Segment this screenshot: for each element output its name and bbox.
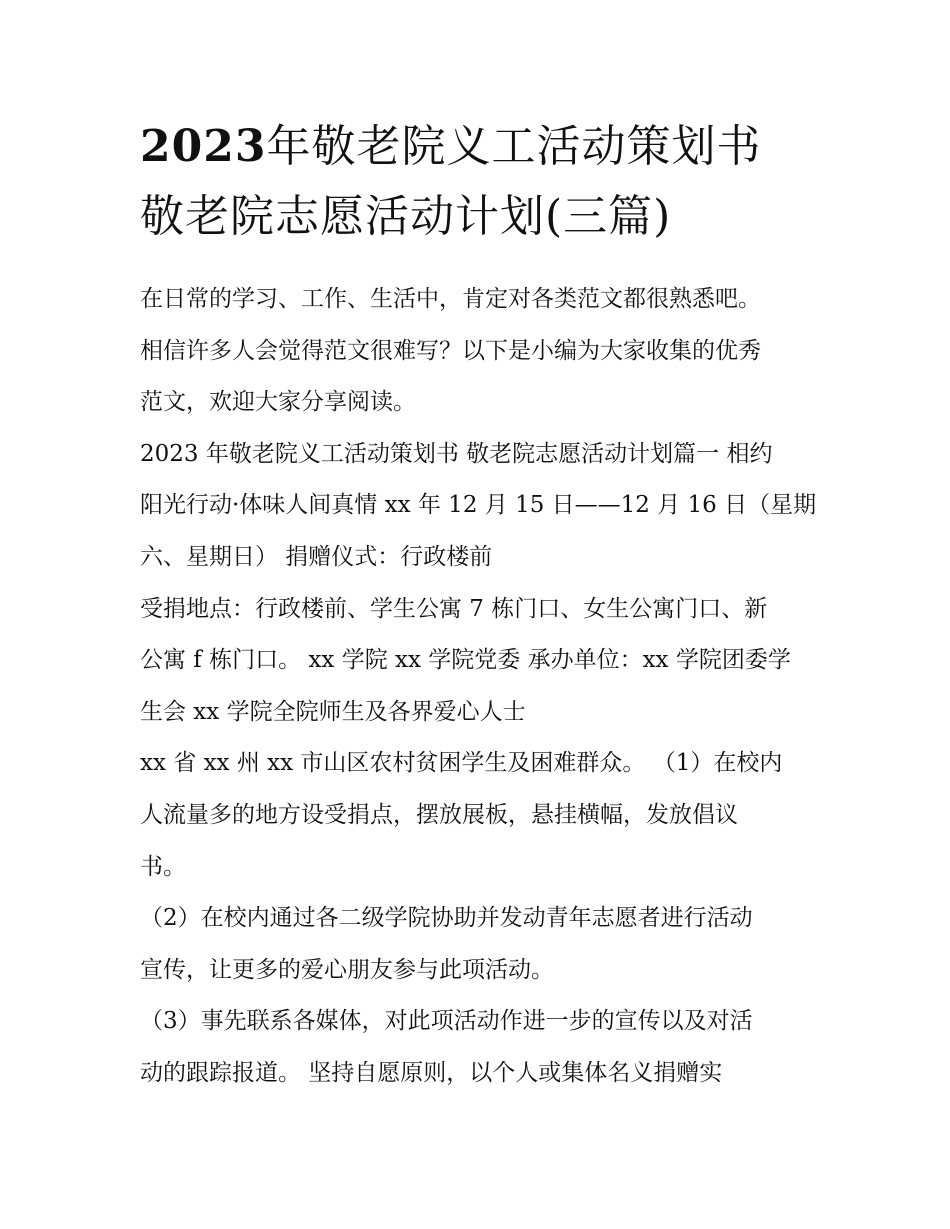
text-line: 阳光行动·体味人间真情 xx 年 12 月 15 日——12 月 16 日（星期 bbox=[140, 492, 817, 519]
text-line: 在日常的学习、工作、生活中，肯定对各类范文都很熟悉吧。 bbox=[140, 286, 761, 312]
text-line: 范文，欢迎大家分享阅读。 bbox=[140, 389, 416, 416]
paragraph-step-2 bbox=[140, 893, 830, 996]
text-line: xx 省 xx 州 xx 市山区农村贫困学生及困难群众。 （1）在校内 bbox=[140, 750, 783, 777]
text-line: 生会 xx 学院全院师生及各界爱心人士 bbox=[140, 698, 526, 725]
text-line: 2023 年敬老院义工活动策划书 敬老院志愿活动计划篇一 相约 bbox=[140, 440, 773, 467]
text-line: 六、星期日） 捐赠仪式：行政楼前 bbox=[140, 543, 493, 570]
paragraph-event-info bbox=[140, 429, 830, 584]
text-line: （3）事先联系各媒体，对此项活动作进一步的宣传以及对活 bbox=[140, 1008, 753, 1035]
paragraph-locations bbox=[140, 584, 830, 739]
title-line-1 bbox=[140, 112, 830, 182]
text-line: 动的跟踪报道。 坚持自愿原则，以个人或集体名义捐赠实 bbox=[140, 1059, 723, 1086]
title-line-1-text: 年敬老院义工活动策划书 bbox=[266, 121, 762, 172]
paragraph-intro bbox=[140, 274, 830, 429]
text-line: 宣传，让更多的爱心朋友参与此项活动。 bbox=[140, 956, 554, 983]
paragraph-beneficiaries bbox=[140, 738, 830, 893]
title-year: 2023 bbox=[140, 121, 267, 172]
text-line: 人流量多的地方设受捐点，摆放展板，悬挂横幅，发放倡议 bbox=[140, 801, 738, 828]
title-line-2: 敬老院志愿活动计划(三篇) bbox=[140, 191, 672, 242]
text-line: （2）在校内通过各二级学院协助并发动青年志愿者进行活动 bbox=[140, 905, 753, 932]
text-line: 相信许多人会觉得范文很难写？以下是小编为大家收集的优秀 bbox=[140, 337, 761, 364]
document-title bbox=[140, 112, 830, 252]
text-line: 书。 bbox=[140, 853, 186, 880]
text-line: 受捐地点：行政楼前、学生公寓 7 栋门口、女生公寓门口、新 bbox=[140, 595, 768, 622]
document-body bbox=[140, 274, 830, 1100]
paragraph-step-3 bbox=[140, 996, 830, 1099]
text-line: 公寓 f 栋门口。 xx 学院 xx 学院党委 承办单位：xx 学院团委学 bbox=[140, 647, 791, 674]
